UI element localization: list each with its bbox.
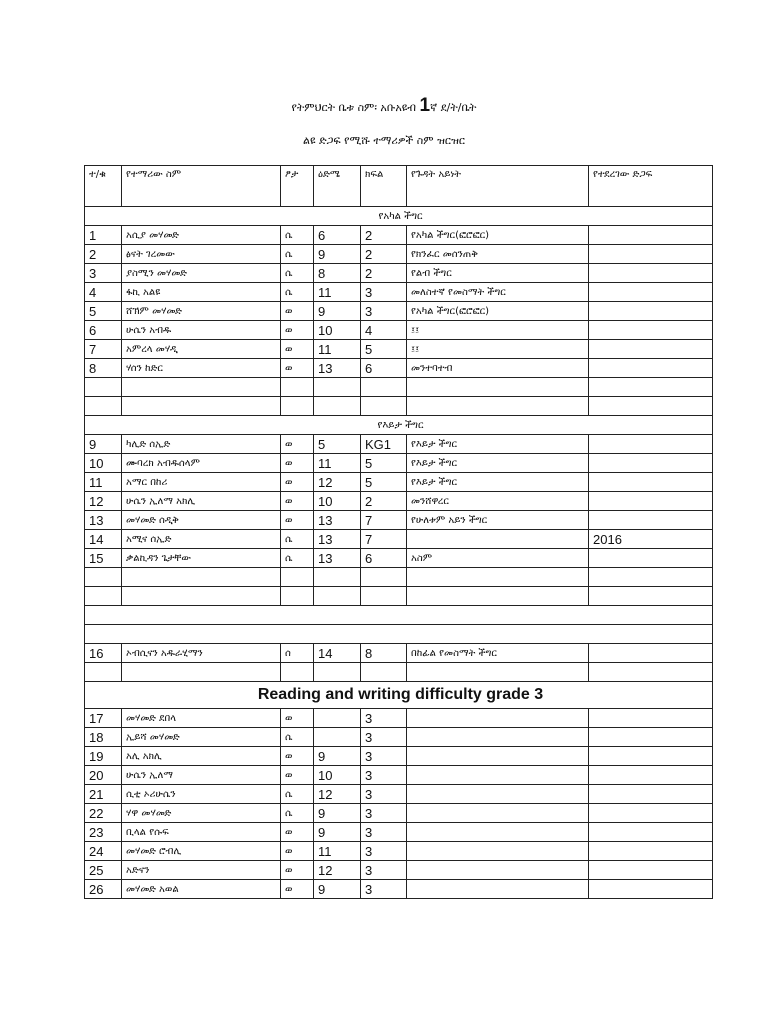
table-cell: 9: [314, 823, 361, 842]
title-number: 1: [419, 95, 431, 116]
table-cell: ሴ: [281, 530, 314, 549]
column-header: የተማሪው ስም: [122, 166, 281, 207]
table-cell: ወ: [281, 492, 314, 511]
table-cell: [589, 378, 713, 397]
table-cell: [589, 747, 713, 766]
table-row: [85, 549, 713, 568]
table-cell: መንሸዋረር: [407, 492, 589, 511]
table-cell: 3: [361, 842, 407, 861]
table-cell: ወ: [281, 302, 314, 321]
table-cell: [281, 587, 314, 606]
table-cell: 5: [361, 340, 407, 359]
table-cell: የእይታ ችግር: [407, 454, 589, 473]
table-cell: 7: [361, 511, 407, 530]
table-cell: ቢላል የሱፍ: [122, 823, 281, 842]
table-cell: አሚና ሰኢድ: [122, 530, 281, 549]
table-cell: መሃመድ ሮብሊ: [122, 842, 281, 861]
table-cell: 9: [314, 302, 361, 321]
table-row: [85, 397, 713, 416]
table-cell: አድናን: [122, 861, 281, 880]
table-cell: አሲያ መሃመድ: [122, 226, 281, 245]
table-cell: 6: [361, 359, 407, 378]
table-cell: [589, 226, 713, 245]
table-cell: ወ: [281, 511, 314, 530]
table-cell: [122, 378, 281, 397]
table-cell: 3: [361, 823, 407, 842]
table-cell: ወ: [281, 842, 314, 861]
table-cell: 3: [361, 283, 407, 302]
table-cell: ሴ: [281, 283, 314, 302]
table-cell: 8: [361, 644, 407, 663]
table-cell: [407, 378, 589, 397]
table-cell: [85, 568, 122, 587]
table-cell: [314, 587, 361, 606]
table-cell: 13: [314, 549, 361, 568]
table-cell: [589, 245, 713, 264]
table-cell: 24: [85, 842, 122, 861]
table-cell: 8: [85, 359, 122, 378]
table-cell: ሴ: [281, 264, 314, 283]
table-cell: [589, 492, 713, 511]
table-row: [85, 435, 713, 454]
table-cell: 14: [314, 644, 361, 663]
student-table: [84, 165, 713, 899]
table-cell: KG1: [361, 435, 407, 454]
table-cell: አስም: [407, 549, 589, 568]
section-row: [85, 416, 713, 435]
table-cell: 16: [85, 644, 122, 663]
table-cell: 9: [314, 804, 361, 823]
table-cell: [407, 709, 589, 728]
table-cell: የአካል ችግር(ፎሮፎር): [407, 226, 589, 245]
table-row: [85, 245, 713, 264]
table-cell: [85, 587, 122, 606]
table-cell: [407, 397, 589, 416]
table-cell: ፋኪ አልዩ: [122, 283, 281, 302]
section-row: [85, 207, 713, 226]
table-cell: [281, 378, 314, 397]
table-cell: ወ: [281, 359, 314, 378]
table-cell: ወ: [281, 340, 314, 359]
column-header: የጉዳት አይነት: [407, 166, 589, 207]
table-cell: 3: [361, 302, 407, 321]
table-cell: 2: [85, 245, 122, 264]
table-cell: ወ: [281, 435, 314, 454]
table-cell: በከፊል የመስማት ችግር: [407, 644, 589, 663]
table-cell: ሰ: [281, 644, 314, 663]
table-cell: ካሊድ ሰኢድ: [122, 435, 281, 454]
table-cell: 15: [85, 549, 122, 568]
table-cell: 12: [314, 785, 361, 804]
table-cell: 10: [85, 454, 122, 473]
title-suffix: ኛ ደ/ት/ቤት: [430, 101, 477, 114]
table-cell: 2: [361, 245, 407, 264]
table-cell: [589, 359, 713, 378]
section-label: Reading and writing difficulty grade 3: [85, 682, 713, 709]
table-cell: [407, 587, 589, 606]
table-cell: [589, 785, 713, 804]
table-cell: [589, 302, 713, 321]
table-cell: 5: [85, 302, 122, 321]
table-row: [85, 378, 713, 397]
table-cell: 11: [85, 473, 122, 492]
table-cell: [589, 511, 713, 530]
table-cell: ወ: [281, 473, 314, 492]
table-cell: 4: [85, 283, 122, 302]
table-cell: 7: [85, 340, 122, 359]
table-cell: ፤፤: [407, 340, 589, 359]
table-cell: 11: [314, 454, 361, 473]
table-cell: 5: [361, 473, 407, 492]
table-cell: ሴ: [281, 549, 314, 568]
table-cell: [314, 397, 361, 416]
table-cell: [281, 663, 314, 682]
table-cell: [589, 880, 713, 899]
table-cell: 2: [361, 492, 407, 511]
column-header: ዕድሜ: [314, 166, 361, 207]
table-row: [85, 804, 713, 823]
table-cell: ቃልኪዳን ጌታቸው: [122, 549, 281, 568]
table-row: [85, 842, 713, 861]
section-label: የአካል ችግር: [85, 207, 713, 226]
table-cell: 20: [85, 766, 122, 785]
page-subtitle: ልዩ ድጋፍ የሚሹ ተማሪዎች ስም ዝርዝር: [302, 134, 465, 147]
page-title: [0, 96, 768, 118]
table-cell: [85, 378, 122, 397]
table-cell: 9: [314, 747, 361, 766]
table-cell: ሴ: [281, 785, 314, 804]
table-header-row: [85, 166, 713, 207]
column-header: ፆታ: [281, 166, 314, 207]
table-cell: [589, 861, 713, 880]
table-cell: 5: [314, 435, 361, 454]
title-prefix: የትምህርት ቤቱ ስም፡ አቡአዩብ: [291, 101, 420, 114]
table-row: [85, 747, 713, 766]
table-row: [85, 568, 713, 587]
table-cell: ወ: [281, 747, 314, 766]
table-cell: [85, 663, 122, 682]
table-cell: [589, 804, 713, 823]
table-row: [85, 663, 713, 682]
table-cell: ፅናት ገረመው: [122, 245, 281, 264]
table-cell: [314, 663, 361, 682]
table-row: [85, 454, 713, 473]
table-row: [85, 766, 713, 785]
table-cell: [361, 568, 407, 587]
table-cell: 13: [314, 359, 361, 378]
table-cell: የእይታ ችግር: [407, 435, 589, 454]
table-cell: መሃመድ አወል: [122, 880, 281, 899]
table-row: [85, 587, 713, 606]
table-cell: ሴ: [281, 245, 314, 264]
table-cell: ሃዋ መሃመድ: [122, 804, 281, 823]
table-cell: [361, 397, 407, 416]
table-cell: [407, 747, 589, 766]
table-cell: [361, 378, 407, 397]
table-cell: 18: [85, 728, 122, 747]
table-cell: 13: [314, 511, 361, 530]
table-cell: የእይታ ችግር: [407, 473, 589, 492]
table-row: [85, 226, 713, 245]
table-cell: አሊ አክሊ: [122, 747, 281, 766]
table-cell: [589, 842, 713, 861]
table-cell: [122, 397, 281, 416]
table-cell: ሁሴን ኢለማ አክሊ: [122, 492, 281, 511]
table-row: [85, 823, 713, 842]
table-cell: ያስሚን መሃመድ: [122, 264, 281, 283]
table-row: [85, 728, 713, 747]
table-row: [85, 530, 713, 549]
table-row: [85, 492, 713, 511]
section-row: [85, 625, 713, 644]
table-cell: አማር በከሪ: [122, 473, 281, 492]
table-cell: 3: [361, 861, 407, 880]
table-cell: [589, 321, 713, 340]
table-cell: [85, 397, 122, 416]
table-cell: [589, 568, 713, 587]
table-cell: [589, 663, 713, 682]
table-cell: [407, 766, 589, 785]
table-cell: 3: [361, 880, 407, 899]
table-cell: 1: [85, 226, 122, 245]
column-header: ክፍል: [361, 166, 407, 207]
table-cell: 11: [314, 842, 361, 861]
table-row: [85, 340, 713, 359]
table-cell: [314, 568, 361, 587]
table-cell: መለስተኛ የመስማት ችግር: [407, 283, 589, 302]
table-cell: 9: [314, 880, 361, 899]
table-cell: 9: [314, 245, 361, 264]
table-cell: 12: [314, 473, 361, 492]
table-row: [85, 785, 713, 804]
table-cell: [407, 861, 589, 880]
table-cell: 23: [85, 823, 122, 842]
table-cell: ሁሴን አብዱ: [122, 321, 281, 340]
table-row: [85, 861, 713, 880]
table-row: [85, 283, 713, 302]
table-cell: [314, 709, 361, 728]
table-cell: 4: [361, 321, 407, 340]
table-cell: ሴ: [281, 226, 314, 245]
table-cell: [589, 644, 713, 663]
table-cell: 22: [85, 804, 122, 823]
table-row: [85, 473, 713, 492]
table-cell: 13: [314, 530, 361, 549]
table-cell: 11: [314, 283, 361, 302]
table-cell: [361, 587, 407, 606]
table-cell: 3: [361, 747, 407, 766]
table-cell: [589, 709, 713, 728]
column-header: የተደረገው ድጋፍ: [589, 166, 713, 207]
table-cell: 3: [361, 728, 407, 747]
table-cell: ወ: [281, 454, 314, 473]
section-row: [85, 606, 713, 625]
table-cell: [589, 454, 713, 473]
table-cell: 10: [314, 492, 361, 511]
table-cell: [589, 823, 713, 842]
table-cell: 26: [85, 880, 122, 899]
table-cell: ኦብሲናን አዱራሂማን: [122, 644, 281, 663]
table-cell: 3: [361, 766, 407, 785]
column-header: ተ/ቁ: [85, 166, 122, 207]
table-cell: 14: [85, 530, 122, 549]
table-cell: [407, 663, 589, 682]
table-cell: 9: [85, 435, 122, 454]
table-cell: የአካል ችግር(ፎሮፎር): [407, 302, 589, 321]
table-cell: 6: [314, 226, 361, 245]
section-label: [85, 625, 713, 644]
table-cell: 2: [361, 226, 407, 245]
table-cell: ሸኽም መሃመድ: [122, 302, 281, 321]
table-body: [85, 166, 713, 899]
table-row: [85, 644, 713, 663]
table-cell: [589, 397, 713, 416]
table-cell: [314, 728, 361, 747]
table-row: [85, 511, 713, 530]
table-cell: ወ: [281, 861, 314, 880]
table-cell: 19: [85, 747, 122, 766]
table-cell: የሁለቱም አይን ችግር: [407, 511, 589, 530]
section-row: [85, 682, 713, 709]
table-cell: 2: [361, 264, 407, 283]
table-cell: 25: [85, 861, 122, 880]
table-cell: [407, 823, 589, 842]
table-row: [85, 264, 713, 283]
table-cell: [122, 587, 281, 606]
table-cell: 21: [85, 785, 122, 804]
table-cell: [589, 435, 713, 454]
table-row: [85, 880, 713, 899]
table-cell: ሲቲ ኦሪሁሴን: [122, 785, 281, 804]
table-cell: [281, 568, 314, 587]
table-cell: 8: [314, 264, 361, 283]
table-cell: [407, 785, 589, 804]
table-cell: 12: [314, 861, 361, 880]
table-cell: ሙባረክ አብዱሰላም: [122, 454, 281, 473]
table-row: [85, 709, 713, 728]
table-cell: [407, 880, 589, 899]
table-cell: [589, 587, 713, 606]
table-cell: [589, 283, 713, 302]
table-cell: የልብ ችግር: [407, 264, 589, 283]
table-cell: 7: [361, 530, 407, 549]
table-cell: አምረላ መሃዲ: [122, 340, 281, 359]
table-cell: 13: [85, 511, 122, 530]
table-cell: [314, 378, 361, 397]
table-cell: 3: [361, 804, 407, 823]
table-cell: [589, 340, 713, 359]
table-cell: ሃሰን ከድር: [122, 359, 281, 378]
section-label: የእይታ ችግር: [85, 416, 713, 435]
table-cell: 2016: [589, 530, 713, 549]
table-cell: ሴ: [281, 728, 314, 747]
table-cell: 3: [361, 785, 407, 804]
table-cell: 12: [85, 492, 122, 511]
table-cell: [122, 663, 281, 682]
table-cell: የክንፈር መሰንጠቅ: [407, 245, 589, 264]
table-cell: መንተባተብ: [407, 359, 589, 378]
table-cell: [407, 804, 589, 823]
table-cell: 3: [361, 709, 407, 728]
table-cell: [589, 728, 713, 747]
table-cell: ወ: [281, 823, 314, 842]
table-cell: 11: [314, 340, 361, 359]
table-cell: መሃመድ ደበላ: [122, 709, 281, 728]
table-cell: 3: [85, 264, 122, 283]
table-cell: 17: [85, 709, 122, 728]
table-cell: ኢይሻ መሃመድ: [122, 728, 281, 747]
table-cell: [407, 728, 589, 747]
table-cell: ፤፤: [407, 321, 589, 340]
section-label: [85, 606, 713, 625]
table-cell: ወ: [281, 880, 314, 899]
table-cell: ሁሴን ኢለማ: [122, 766, 281, 785]
table-cell: ሴ: [281, 804, 314, 823]
table-row: [85, 321, 713, 340]
table-cell: [407, 568, 589, 587]
table-cell: [407, 842, 589, 861]
table-cell: 5: [361, 454, 407, 473]
table-cell: ወ: [281, 709, 314, 728]
table-cell: መሃመድ ሰዲቅ: [122, 511, 281, 530]
table-row: [85, 302, 713, 321]
table-cell: [122, 568, 281, 587]
table-cell: [589, 766, 713, 785]
table-cell: [281, 397, 314, 416]
table-cell: [407, 530, 589, 549]
table-cell: 10: [314, 321, 361, 340]
table-cell: [589, 264, 713, 283]
table-cell: [589, 549, 713, 568]
table-cell: 6: [361, 549, 407, 568]
table-cell: [589, 473, 713, 492]
table-row: [85, 359, 713, 378]
table-cell: ወ: [281, 321, 314, 340]
table-cell: 10: [314, 766, 361, 785]
table-cell: 6: [85, 321, 122, 340]
table-cell: ወ: [281, 766, 314, 785]
table-cell: [361, 663, 407, 682]
